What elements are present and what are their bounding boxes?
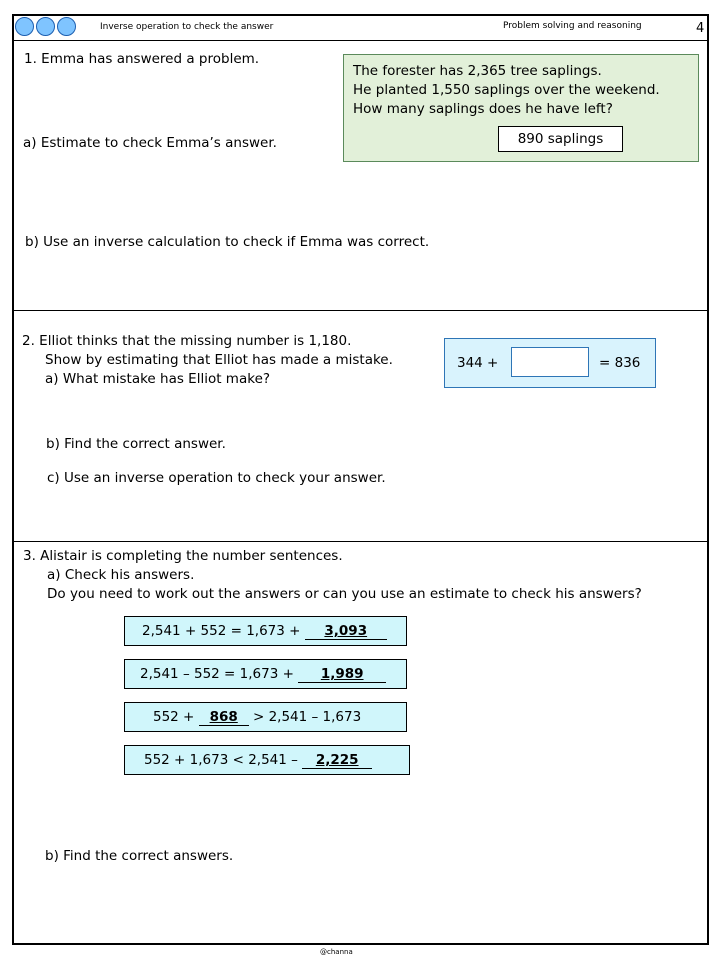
equation-right: = 836	[599, 355, 641, 371]
q2-part-a: a) What mistake has Elliot make?	[45, 371, 271, 387]
sentence-text: 2,541 – 552 = 1,673 +	[140, 666, 299, 682]
footer-credit: @channa	[320, 948, 353, 956]
q1-part-b: b) Use an inverse calculation to check if Emma was correct.	[25, 234, 430, 250]
worksheet-title: Inverse operation to check the answer	[100, 22, 274, 32]
emma-problem-line: He planted 1,550 saplings over the weekend.	[353, 82, 660, 98]
smiley-face-icon[interactable]	[15, 17, 34, 36]
sentence-text: 552 +	[153, 709, 199, 725]
sentence-text: > 2,541 – 1,673	[248, 709, 362, 725]
elliot-equation-box	[444, 338, 656, 388]
answer-blank[interactable]: 2,225	[302, 752, 372, 769]
answer-blank[interactable]: 1,989	[298, 666, 386, 683]
equation-left: 344 +	[457, 355, 499, 371]
number-sentence-2	[124, 659, 407, 689]
worksheet-header	[14, 16, 707, 41]
emma-answer-box: 890 saplings	[498, 126, 623, 152]
q3-intro: 3. Alistair is completing the number sentences.	[23, 548, 343, 564]
smiley-rating	[15, 17, 78, 36]
number-sentence-1	[124, 616, 407, 646]
q1-intro: 1. Emma has answered a problem.	[24, 51, 260, 67]
q2-part-b: b) Find the correct answer.	[46, 436, 226, 452]
emma-problem-line: The forester has 2,365 tree saplings.	[353, 63, 602, 79]
q2-instruction: Show by estimating that Elliot has made a mistake.	[45, 352, 393, 368]
page-number: 4	[696, 21, 705, 36]
emma-problem-box	[343, 54, 699, 162]
answer-blank[interactable]: 3,093	[305, 623, 387, 640]
missing-number-field[interactable]	[511, 347, 589, 377]
q2-intro: 2. Elliot thinks that the missing number is 1,180.	[22, 333, 352, 349]
q3-instruction: Do you need to work out the answers or can you use an estimate to check his answers?	[47, 586, 642, 602]
q1-part-a: a) Estimate to check Emma’s answer.	[23, 135, 277, 151]
q2-part-c: c) Use an inverse operation to check your answer.	[47, 470, 386, 486]
worksheet-strand: Problem solving and reasoning	[503, 21, 642, 31]
smiley-face-icon[interactable]	[36, 17, 55, 36]
section-divider	[14, 310, 707, 311]
sentence-text: 2,541 + 552 = 1,673 +	[142, 623, 305, 639]
number-sentence-3	[124, 702, 407, 732]
section-divider	[14, 541, 707, 542]
emma-problem-line: How many saplings does he have left?	[353, 101, 613, 117]
answer-blank[interactable]: 868	[199, 709, 249, 726]
sentence-text: 552 + 1,673 < 2,541 –	[144, 752, 303, 768]
worksheet-frame	[12, 14, 709, 945]
number-sentence-4	[124, 745, 410, 775]
q3-part-b: b) Find the correct answers.	[45, 848, 234, 864]
smiley-face-icon[interactable]	[57, 17, 76, 36]
q3-part-a: a) Check his answers.	[47, 567, 195, 583]
